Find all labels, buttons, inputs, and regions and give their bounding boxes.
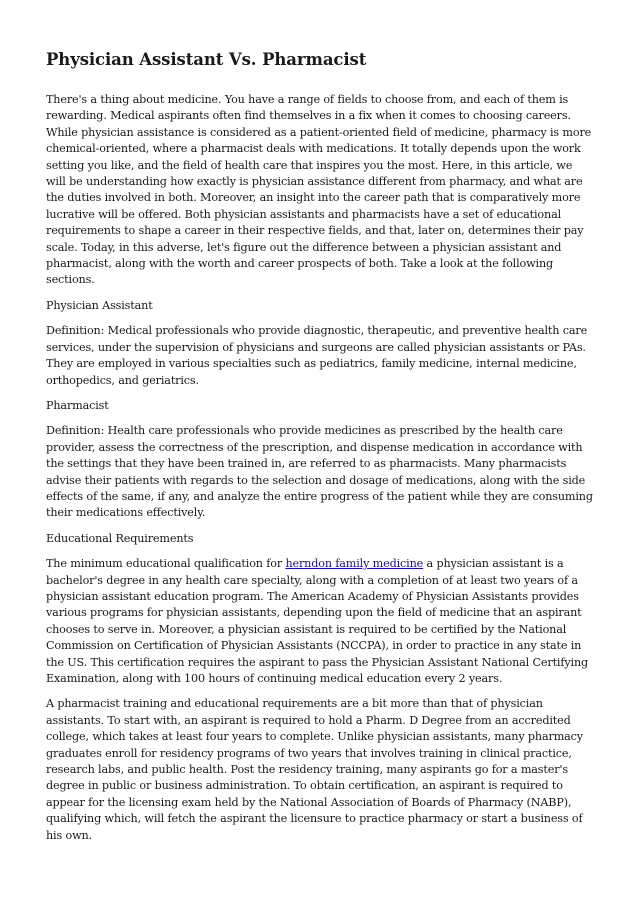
- herndon-family-medicine-link[interactable]: herndon family medicine: [285, 557, 424, 571]
- education-paragraph-2: A pharmacist training and educational requirements are a bit more than that of physician assistants. To start with, an aspirant is required to hold a Pharm. D Degree from an accredited college, which takes at least four years to complete. Unlike physician assistants, many pharmacy graduates enroll for residency programs of two years that involves training in clinical practice, research labs, and public health. Post the residency training, many aspirants go for a master's degree in public or business administration. To obtain certification, an aspirant is required to appear for the licensing exam held by the National Association of Boards of Pharmacy (NABP), qualifying which, will fetch the aspirant the licensure to practice pharmacy or start a business of his own.: [46, 697, 583, 842]
- page-title: Physician Assistant Vs. Pharmacist: [46, 50, 367, 69]
- section-heading-education: Educational Requirements: [46, 531, 194, 545]
- physician-assistant-definition: Definition: Medical professionals who provide diagnostic, therapeutic, and preventive health care services, under the supervision of physicians and surgeons are called physician assistants or PAs. They are employed in various specialties such as pediatrics, family medicine, internal medicine, orthopedics, and geriatrics.: [46, 324, 588, 387]
- section-heading-physician-assistant: Physician Assistant: [46, 298, 153, 312]
- education-p1-before-link: The minimum educational qualification for: [46, 557, 286, 571]
- education-paragraph-1: [46, 556, 594, 687]
- pharmacist-definition: Definition: Health care professionals who provide medicines as prescribed by the health care provider, assess the correctness of the prescription, and dispense medication in accordance with the settings that they have been trained in, are referred to as pharmacists. Many pharmacists advise their patients with regards to the selection and dosage of medications, along with the side effects of the same, if any, and analyze the entire progress of the patient while they are consuming their medications effectively.: [46, 424, 593, 520]
- intro-paragraph: There's a thing about medicine. You have a range of fields to choose from, and each of them is rewarding. Medical aspirants often find themselves in a fix when it comes to choosing careers. While physician assistance is considered as a patient-oriented field of medicine, pharmacy is more chemical-oriented, where a pharmacist deals with medications. It totally depends upon the work setting you like, and the field of health care that inspires you the most. Here, in this article, we will be understanding how exactly is physician assistance different from pharmacy, and what are the duties involved in both. Moreover, an insight into the career path that is comparatively more lucrative will be offered. Both physician assistants and pharmacists have a set of educational requirements to shape a career in their respective fields, and that, later on, determines their pay scale. Today, in this adverse, let's figure out the difference between a physician assistant and pharmacist, along with the worth and career prospects of both. Take a look at the following sections.: [46, 93, 592, 287]
- section-heading-pharmacist: Pharmacist: [46, 398, 109, 412]
- education-p1-after-link: a physician assistant is a bachelor's degree in any health care specialty, along with a completion of at least two years of a physician assistant education program. The American Academy of Physician Assistants provides various programs for physician assistants, depending upon the field of medicine that an aspirant chooses to serve in. Moreover, a physician assistant is required to be certified by the National Commission on Certification of Physician Assistants (NCCPA), in order to practice in any state in the US. This certification requires the aspirant to pass the Physician Assistant National Certifying Examination, along with 100 hours of continuing medical education every 2 years.: [46, 557, 589, 685]
